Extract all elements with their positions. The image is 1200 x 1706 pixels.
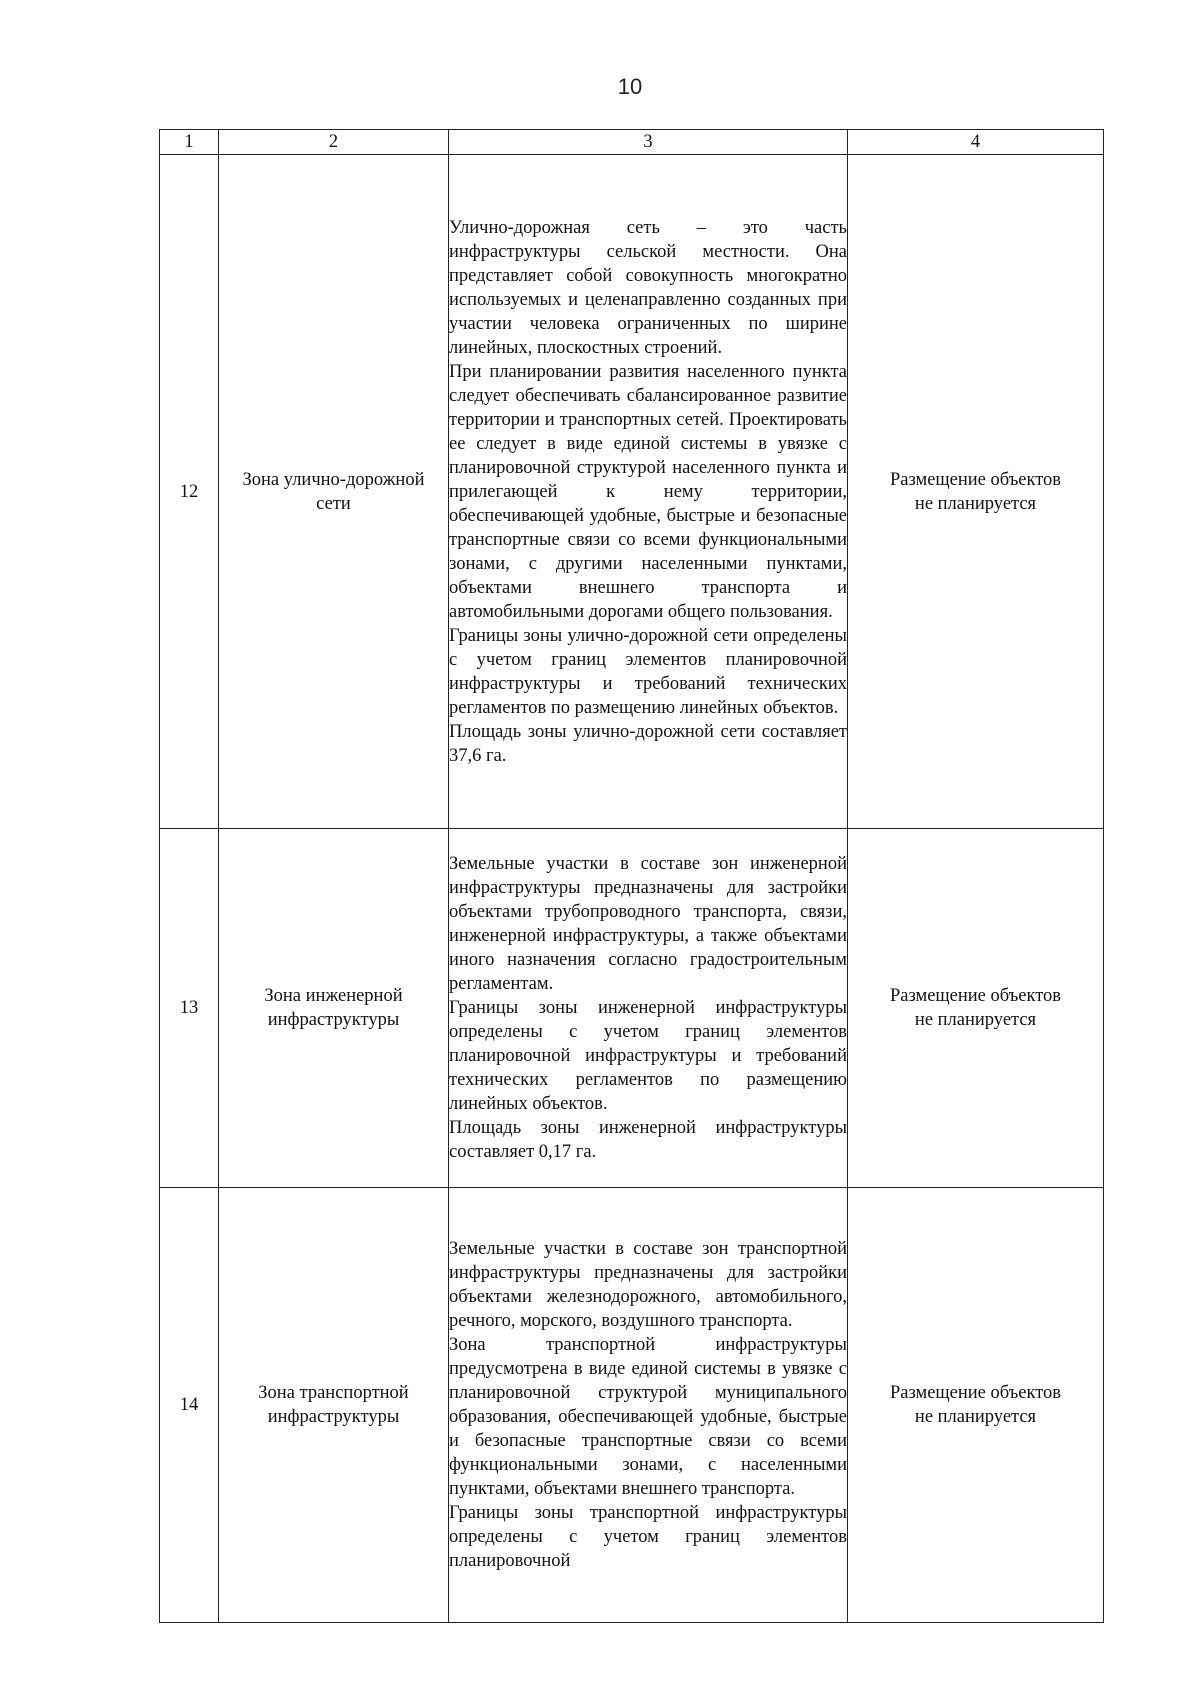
row-number: 14 [160, 1188, 219, 1623]
zone-name [219, 829, 449, 1188]
description-paragraph: Площадь зоны улично-дорожной сети составляет 37,6 га. [449, 721, 847, 766]
zone-description [449, 829, 848, 1188]
header-cell-4: 4 [848, 130, 1104, 155]
table-row [160, 829, 1104, 1188]
placement-note-line: не планируется [914, 1010, 1037, 1030]
zone-name [219, 1188, 449, 1623]
placement-note-line: Размещение объектов [889, 986, 1062, 1006]
description-paragraph: Земельные участки в составе зон инженерной инфраструктуры предназначены для застройки объектами трубопроводного транспорта, связи, инженерной инфраструктуры, а также объектами иного назначения согласно градостроительным регламентам. [449, 854, 847, 994]
placement-note-line: не планируется [914, 1407, 1037, 1427]
zone-name-line: Зона инженерной [264, 986, 403, 1006]
zone-name-line: Зона транспортной [258, 1383, 409, 1403]
placement-note [848, 155, 1104, 829]
description-paragraph: Площадь зоны инженерной инфраструктуры составляет 0,17 га. [449, 1118, 847, 1162]
placement-note-line: не планируется [914, 493, 1037, 514]
description-paragraph: Улично-дорожная сеть – это часть инфраструктуры сельской местности. Она представляет собой совокупность многократно используемых и целенаправленно созданных при участии человека ограниченных по ширине линейных, плоскостных строений. [449, 217, 847, 358]
zone-name-line: сети [316, 493, 351, 514]
zone-description [449, 155, 848, 829]
header-cell-2: 2 [219, 130, 449, 155]
header-cell-3: 3 [449, 130, 848, 155]
description-paragraph: Границы зоны инженерной инфраструктуры определены с учетом границ элементов планировочной инфраструктуры и требований технических регламентов по размещению линейных объектов. [449, 998, 847, 1114]
table-header-row [160, 130, 1104, 155]
description-paragraph: Зона транспортной инфраструктуры предусмотрена в виде единой системы в увязке с планировочной структурой муниципального образования, обеспечивающей удобные, быстрые и безопасные транспортные связи со всеми функциональными зонами, с населенными пунктами, объектами внешнего транспорта. [449, 1335, 847, 1499]
placement-note [848, 1188, 1104, 1623]
placement-note-line: Размещение объектов [889, 469, 1062, 490]
table-row [160, 155, 1104, 829]
zone-name [219, 155, 449, 829]
zones-table [159, 129, 1104, 1623]
zone-name-line: Зона улично-дорожной [242, 469, 425, 490]
zone-description [449, 1188, 848, 1623]
placement-note [848, 829, 1104, 1188]
description-paragraph: Границы зоны улично-дорожной сети определены с учетом границ элементов планировочной инфраструктуры и требований технических регламентов по размещению линейных объектов. [449, 625, 847, 718]
row-number: 12 [160, 155, 219, 829]
header-cell-1: 1 [160, 130, 219, 155]
page-number: 10 [617, 74, 643, 99]
placement-note-line: Размещение объектов [889, 1383, 1062, 1403]
table-row [160, 1188, 1104, 1623]
zone-name-line: инфраструктуры [267, 1010, 400, 1030]
row-number: 13 [160, 829, 219, 1188]
description-paragraph: Границы зоны транспортной инфраструктуры определены с учетом границ элементов планировочной [449, 1503, 847, 1571]
zone-name-line: инфраструктуры [267, 1407, 400, 1427]
description-paragraph: При планировании развития населенного пункта следует обеспечивать сбалансированное развитие территории и транспортных сетей. Проектировать ее следует в виде единой системы в увязке с планировочной структурой населенного пункта и прилегающей к нему территории, обеспечивающей удобные, быстрые и безопасные транспортные связи со всеми функциональными зонами, с другими населенными пунктами, объектами внешнего транспорта и автомобильными дорогами общего пользования. [449, 361, 847, 622]
description-paragraph: Земельные участки в составе зон транспортной инфраструктуры предназначены для застройки объектами железнодорожного, автомобильного, речного, морского, воздушного транспорта. [449, 1239, 847, 1331]
